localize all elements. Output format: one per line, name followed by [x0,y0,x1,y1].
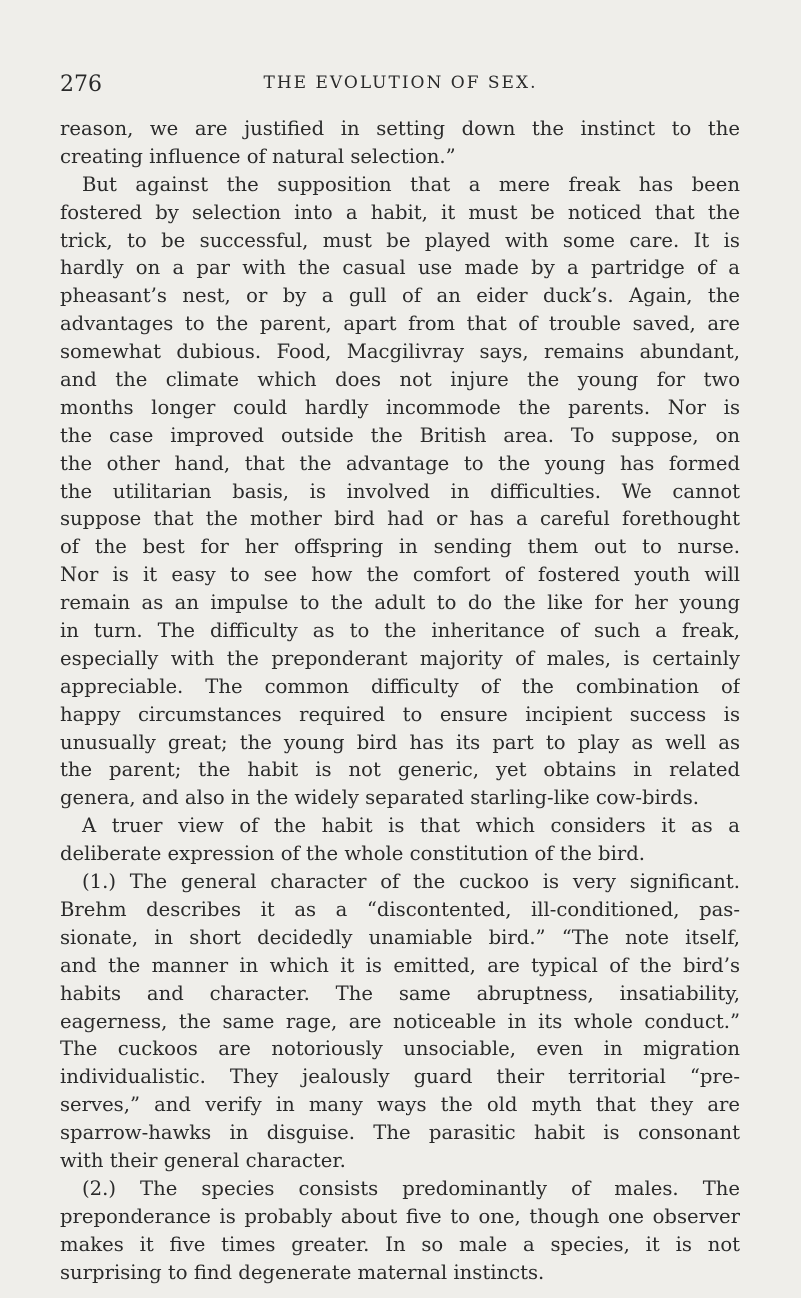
body-text [60,115,740,1286]
text-line: creating influence of natural selection.” [60,144,456,168]
text-line: and the manner in which it is emitted, are typical of the bird’s [60,953,740,977]
text-line: fostered by selection into a habit, it must be noticed that the [60,200,740,224]
text-line: somewhat dubious. Food, Macgilivray says, remains abundant, [60,340,740,364]
text-line: and the climate which does not injure the young for two [60,368,740,392]
text-line: genera, and also in the widely separated starling-like cow-birds. [60,786,699,810]
text-line: trick, to be successful, must be played with some care. It is [60,228,740,252]
text-line: the other hand, that the advantage to the young has formed [60,451,740,475]
text-line: serves,” and verify in many ways the old myth that they are [60,1093,740,1117]
text-line: surprising to find degenerate maternal instincts. [60,1260,545,1284]
text-line: the case improved outside the British area. To suppose, on [60,423,740,447]
text-line: A truer view of the habit is that which considers it as a [82,814,740,838]
text-line: with their general character. [60,1148,346,1172]
text-line: deliberate expression of the whole constitution of the bird. [60,842,645,866]
text-line: individualistic. They jealously guard their territorial “pre- [60,1065,740,1089]
text-line: especially with the preponderant majority of males, is certainly [60,646,740,670]
text-line: the utilitarian basis, is involved in difficulties. We cannot [60,479,740,503]
text-line: the parent; the habit is not generic, yet obtains in related [60,758,740,782]
text-line: suppose that the mother bird had or has a careful forethought [60,507,740,531]
text-line: Nor is it easy to see how the comfort of fostered youth will [60,563,740,587]
text-line: makes it five times greater. In so male a species, it is not [60,1232,740,1256]
text-line: reason, we are justified in setting down the instinct to the [60,117,740,140]
text-line: (2.) The species consists predominantly of males. The [82,1176,740,1200]
text-line: The cuckoos are notoriously unsociable, even in migration [60,1037,740,1061]
text-line: happy circumstances required to ensure incipient success is [60,702,740,726]
text-line: unusually great; the young bird has its part to play as well as [60,730,740,754]
text-line: preponderance is probably about five to one, though one observer [60,1204,740,1228]
text-line: advantages to the parent, apart from that of trouble saved, are [60,312,740,336]
text-line: hardly on a par with the casual use made by a partridge of a [60,256,740,280]
text-line: eagerness, the same rage, are noticeable in its whole conduct.” [60,1009,740,1033]
text-line: remain as an impulse to the adult to do the like for her young [60,591,740,615]
text-line: of the best for her offspring in sending them out to nurse. [60,535,740,559]
running-title: THE EVOLUTION OF SEX. [263,73,538,93]
text-line: But against the supposition that a mere freak has been [82,172,740,196]
page-header [0,72,801,102]
text-line: sparrow-hawks in disguise. The parasitic habit is consonant [60,1121,740,1145]
text-line: in turn. The difficulty as to the inheritance of such a freak, [60,619,740,643]
text-line: habits and character. The same abruptness, insatiability, [60,981,740,1005]
text-line: sionate, in short decidedly unamiable bird.” “The note itself, [60,925,740,949]
text-line: (1.) The general character of the cuckoo is very significant. [82,870,740,894]
text-line: months longer could hardly incommode the parents. Nor is [60,395,740,419]
page-number: 276 [60,72,102,97]
text-line: pheasant’s nest, or by a gull of an eider duck’s. Again, the [60,284,740,308]
text-line: Brehm describes it as a “discontented, ill-conditioned, pas- [60,897,740,921]
text-line: appreciable. The common difficulty of the combination of [60,674,740,698]
